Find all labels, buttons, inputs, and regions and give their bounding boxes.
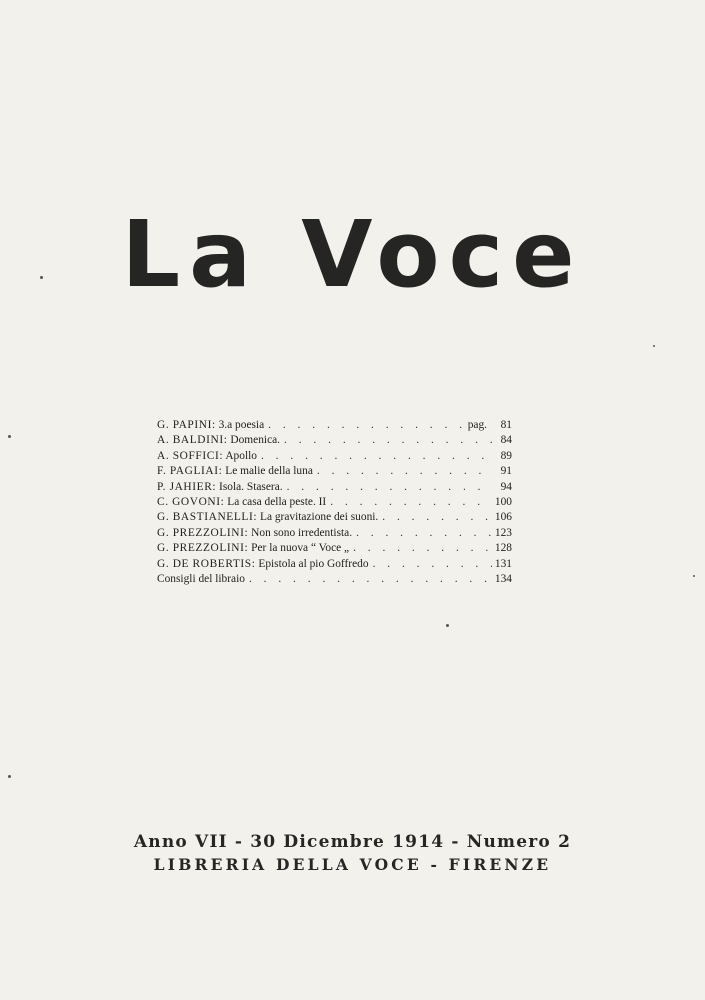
table-of-contents (157, 418, 512, 587)
toc-entry (157, 526, 512, 541)
toc-leader (369, 557, 492, 572)
toc-author: F. PAGLIAI: (157, 465, 223, 478)
toc-author: P. JAHIER: (157, 480, 217, 493)
toc-entry (157, 557, 512, 572)
toc-entry (157, 495, 512, 510)
print-speck (693, 575, 695, 577)
toc-author: G. BASTIANELLI: (157, 511, 258, 524)
toc-leader (349, 541, 492, 556)
toc-page-number: 123 (494, 526, 512, 539)
issue-line: Anno VII - 30 Dicembre 1914 - Numero 2 (133, 832, 572, 852)
toc-entry (157, 510, 512, 525)
toc-leader (326, 495, 492, 510)
toc-entry (157, 418, 512, 433)
toc-title: Apollo (225, 449, 257, 462)
toc-page-number: 100 (494, 496, 512, 509)
toc-entry (157, 572, 512, 587)
toc-leader (264, 418, 468, 433)
toc-leader (313, 464, 492, 479)
toc-leader (283, 480, 492, 495)
toc-page-number: 81 (500, 419, 512, 431)
toc-author: G. DE ROBERTIS: (157, 557, 256, 570)
print-speck (653, 345, 655, 347)
toc-title: Le malie della luna (225, 465, 313, 478)
toc-title: Domenica. (230, 434, 281, 447)
toc-leader (352, 526, 492, 541)
toc-title: Isola. Stasera. (219, 480, 283, 493)
toc-page-number: 134 (494, 573, 512, 586)
toc-leader (245, 572, 492, 587)
toc-entry (157, 480, 512, 495)
toc-page-number: 106 (494, 511, 512, 524)
toc-page-number: 84 (500, 434, 512, 447)
toc-page-number: 91 (500, 465, 512, 478)
toc-title: 3.a poesia (218, 419, 265, 431)
print-speck (8, 775, 11, 778)
toc-leader (378, 510, 492, 525)
toc-title: Epistola al pio Goffredo (258, 557, 369, 570)
toc-pag-label: pag. (467, 419, 487, 431)
toc-entry (157, 464, 512, 479)
toc-author: A. BALDINI: (157, 434, 228, 447)
toc-page-number: 131 (494, 557, 512, 570)
toc-author: G. PREZZOLINI: (157, 526, 249, 539)
toc-title: Per la nuova “ Voce „ (251, 542, 350, 555)
publisher-line: LIBRERIA DELLA VOCE - FIRENZE (153, 855, 552, 874)
toc-entry (157, 433, 512, 448)
masthead-title: La Voce (121, 201, 584, 308)
toc-page-number: 94 (500, 480, 512, 493)
print-speck (8, 435, 11, 438)
toc-leader (280, 433, 492, 448)
toc-page-number: 89 (500, 449, 512, 462)
toc-title: Consigli del libraio (157, 573, 245, 586)
toc-author: A. SOFFICI: (157, 449, 224, 462)
toc-entry (157, 541, 512, 556)
toc-entry (157, 449, 512, 464)
toc-leader (257, 449, 492, 464)
toc-page-number: 128 (494, 542, 512, 555)
toc-title: La casa della peste. II (227, 496, 327, 509)
print-speck (40, 276, 43, 279)
toc-author: G. PAPINI: (157, 419, 216, 431)
toc-author: C. GOVONI: (157, 496, 225, 509)
toc-author: G. PREZZOLINI: (157, 542, 249, 555)
toc-title: Non sono irredentista. (251, 526, 353, 539)
print-speck (446, 624, 449, 627)
toc-title: La gravitazione dei suoni. (259, 511, 379, 524)
